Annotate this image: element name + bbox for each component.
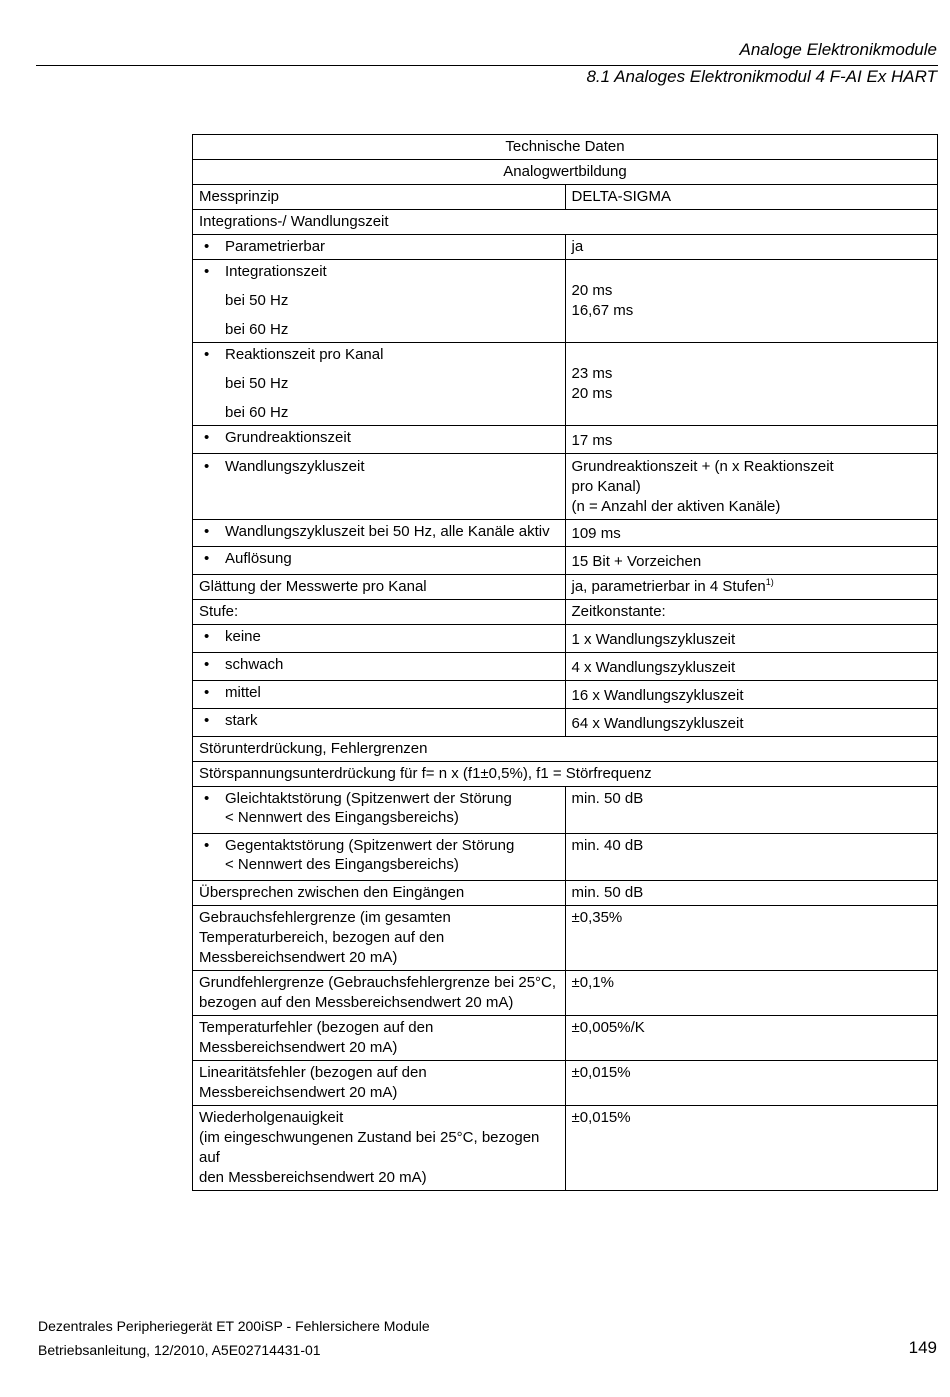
table-row: Grundfehlergrenze (Gebrauchsfehlergrenze bei 25°C, bezogen auf den Messbereichsendwert 20 mA) ±0,1%: [193, 971, 938, 1016]
header-section: 8.1 Analoges Elektronikmodul 4 F-AI Ex HART: [586, 67, 937, 86]
table-row: [193, 210, 938, 235]
table-row: • stark 64 x Wandlungszykluszeit: [193, 709, 938, 737]
table-row: • Reaktionszeit pro Kanal bei 50 Hz bei 60 Hz 23 ms 20 ms: [193, 343, 938, 426]
table-row: Linearitätsfehler (bezogen auf den Messbereichsendwert 20 mA) ±0,015%: [193, 1061, 938, 1106]
section-heading: Integrations-/ Wandlungszeit: [193, 210, 938, 235]
section-heading: Störspannungsunterdrückung für f= n x (f1±0,5%), f1 = Störfrequenz: [193, 762, 938, 787]
table-row: Messprinzip DELTA-SIGMA: [193, 185, 938, 210]
table-row: • Grundreaktionszeit 17 ms: [193, 426, 938, 454]
table-row: • Parametrierbar ja: [193, 235, 938, 260]
technical-data-table: [192, 134, 938, 1191]
table-row: • schwach 4 x Wandlungszykluszeit: [193, 653, 938, 681]
table-row: Gebrauchsfehlergrenze (im gesamten Temperaturbereich, bezogen auf den Messbereichsendwert 20 mA) ±0,35%: [193, 906, 938, 971]
footer-document-title: Dezentrales Peripheriegerät ET 200iSP - Fehlersichere Module: [38, 1318, 430, 1334]
table-row: • Wandlungszykluszeit bei 50 Hz, alle Kanäle aktiv 109 ms: [193, 520, 938, 547]
table-row: • Wandlungszykluszeit Grundreaktionszeit + (n x Reaktionszeit pro Kanal) (n = Anzahl der aktiven Kanäle): [193, 454, 938, 520]
table-row: • mittel 16 x Wandlungszykluszeit: [193, 681, 938, 709]
table-row: Glättung der Messwerte pro Kanal ja, parametrierbar in 4 Stufen$^{1)}$: [193, 575, 938, 600]
table-row: • Auflösung 15 Bit + Vorzeichen: [193, 547, 938, 575]
table-row: • Integrationszeit bei 50 Hz bei 60 Hz 20 ms 16,67 ms: [193, 260, 938, 343]
section-heading: Störunterdrückung, Fehlergrenzen: [193, 737, 938, 762]
table-row: • Gleichtaktstörung (Spitzenwert der Störung < Nennwert des Eingangsbereichs) min. 50 dB: [193, 787, 938, 834]
table-subtitle: Analogwertbildung: [193, 160, 938, 185]
page-number: 149: [908, 1338, 937, 1357]
table-row: Wiederholgenauigkeit (im eingeschwungenen Zustand bei 25°C, bezogen auf den Messbereichsendwert 20 mA) ±0,015%: [193, 1106, 938, 1191]
table-row: • Gegentaktstörung (Spitzenwert der Störung < Nennwert des Eingangsbereichs) min. 40 dB: [193, 834, 938, 881]
table-row: [193, 737, 938, 762]
table-title: Technische Daten: [193, 135, 938, 160]
table-row: • keine 1 x Wandlungszykluszeit: [193, 625, 938, 653]
table-row: Temperaturfehler (bezogen auf den Messbereichsendwert 20 mA) ±0,005%/K: [193, 1016, 938, 1061]
table-row: Stufe: Zeitkonstante:: [193, 600, 938, 625]
table-row: [193, 762, 938, 787]
header-chapter: Analoge Elektronikmodule: [739, 40, 937, 59]
footer-document-info: Betriebsanleitung, 12/2010, A5E02714431-01: [38, 1342, 321, 1358]
header-rule: [36, 65, 938, 66]
table-row: Übersprechen zwischen den Eingängen min. 50 dB: [193, 881, 938, 906]
